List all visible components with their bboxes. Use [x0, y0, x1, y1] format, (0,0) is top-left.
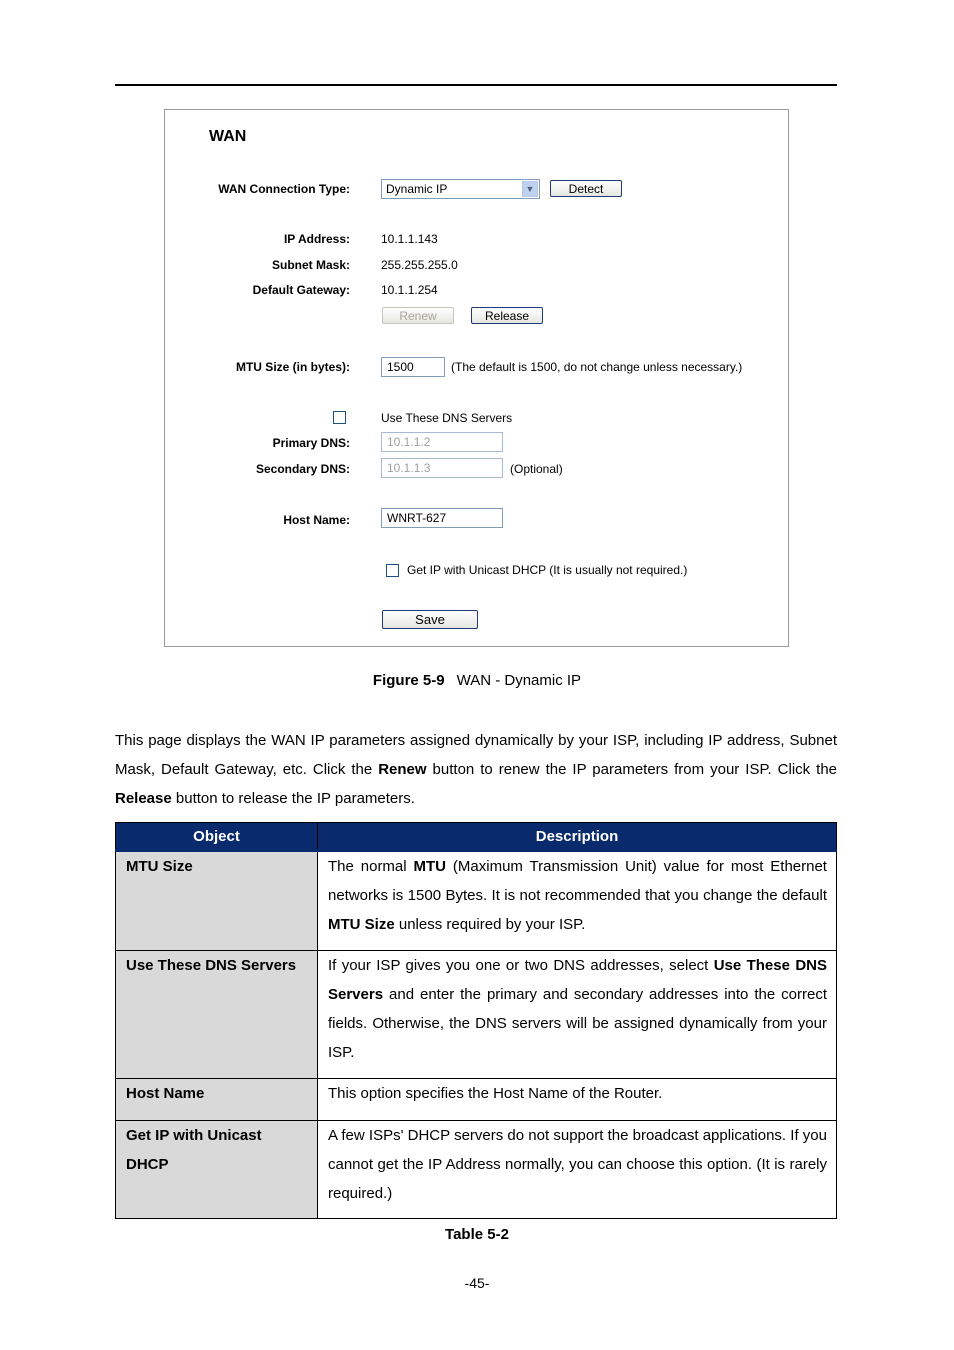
description-cell: A few ISPs' DHCP servers do not support the broadcast applications. If you cannot get the IP Address normally, you can choose this option. (It is rarely required.) — [318, 1121, 837, 1219]
default-gateway-label: Default Gateway: — [252, 283, 350, 297]
paragraph-text: button to release the IP parameters. — [171, 790, 415, 807]
primary-dns-label: Primary DNS: — [272, 436, 350, 450]
description-cell: The normal MTU (Maximum Transmission Unit) value for most Ethernet networks is 1500 Bytes. It is not recommended that you change the default MTU Size unless required by your ISP. — [318, 851, 837, 951]
dns-checkbox[interactable] — [333, 411, 346, 424]
table-row — [116, 851, 837, 951]
renew-button[interactable]: Renew — [382, 307, 454, 324]
parameter-table — [115, 822, 837, 1219]
wan-settings-panel — [164, 109, 789, 647]
paragraph-text: button to renew the IP parameters from your ISP. Click the — [426, 761, 838, 778]
renew-term: Renew — [378, 761, 427, 778]
secondary-dns-label: Secondary DNS: — [255, 462, 350, 476]
page-number: -45- — [464, 1275, 490, 1291]
host-name-label: Host Name: — [283, 513, 350, 527]
unicast-dhcp-label: Get IP with Unicast DHCP (It is usually not required.) — [407, 563, 688, 577]
description-cell: This option specifies the Host Name of the Router. — [318, 1079, 837, 1121]
save-button[interactable]: Save — [382, 610, 478, 629]
header-description: Description — [318, 823, 837, 851]
header-object: Object — [116, 823, 318, 851]
table-header-row — [116, 823, 837, 851]
table-row — [116, 1121, 837, 1219]
table-row — [116, 951, 837, 1079]
mtu-hint: (The default is 1500, do not change unless necessary.) — [451, 360, 743, 374]
object-cell: Use These DNS Servers — [116, 951, 318, 1079]
object-cell: MTU Size — [116, 851, 318, 951]
optional-hint: (Optional) — [510, 462, 563, 476]
chevron-down-icon[interactable]: ▼ — [522, 181, 538, 197]
host-name-input[interactable]: WNRT-627 — [381, 508, 503, 528]
connection-type-select[interactable] — [381, 179, 540, 199]
figure-number: Figure 5-9 — [372, 672, 445, 689]
default-gateway-value: 10.1.1.254 — [381, 283, 438, 297]
description-cell: If your ISP gives you one or two DNS addresses, select Use These DNS Servers and enter the primary and secondary addresses into the correct fields. Otherwise, the DNS servers will be assigned dynamically from your ISP. — [318, 951, 837, 1079]
figure-title: WAN - Dynamic IP — [456, 672, 582, 689]
body-paragraph — [115, 726, 837, 813]
mtu-input[interactable]: 1500 — [381, 357, 445, 377]
table-caption: Table 5-2 — [445, 1226, 509, 1243]
release-term: Release — [115, 790, 172, 807]
header-rule — [115, 84, 837, 86]
dns-checkbox-label: Use These DNS Servers — [381, 411, 513, 425]
unicast-dhcp-checkbox[interactable] — [386, 564, 399, 577]
connection-type-value: Dynamic IP — [386, 182, 448, 196]
release-button[interactable]: Release — [471, 307, 543, 324]
primary-dns-input[interactable]: 10.1.1.2 — [381, 432, 503, 452]
table-row — [116, 1079, 837, 1121]
subnet-mask-label: Subnet Mask: — [271, 258, 350, 272]
ip-address-label: IP Address: — [283, 232, 350, 246]
secondary-dns-input[interactable]: 10.1.1.3 — [381, 458, 503, 478]
figure-caption — [0, 672, 954, 689]
subnet-mask-value: 255.255.255.0 — [381, 258, 458, 272]
connection-type-label: WAN Connection Type: — [218, 182, 350, 196]
detect-button[interactable]: Detect — [550, 180, 622, 197]
mtu-label: MTU Size (in bytes): — [235, 360, 350, 374]
paragraph-text: This page displays the WAN IP parameters assigned dynamically by your ISP, including IP address, Subnet Mask, Default Gateway, etc. Click the — [115, 732, 837, 778]
ip-address-value: 10.1.1.143 — [381, 232, 438, 246]
object-cell: Host Name — [116, 1079, 318, 1121]
object-cell: Get IP with Unicast DHCP — [116, 1121, 318, 1219]
panel-title: WAN — [209, 128, 247, 145]
